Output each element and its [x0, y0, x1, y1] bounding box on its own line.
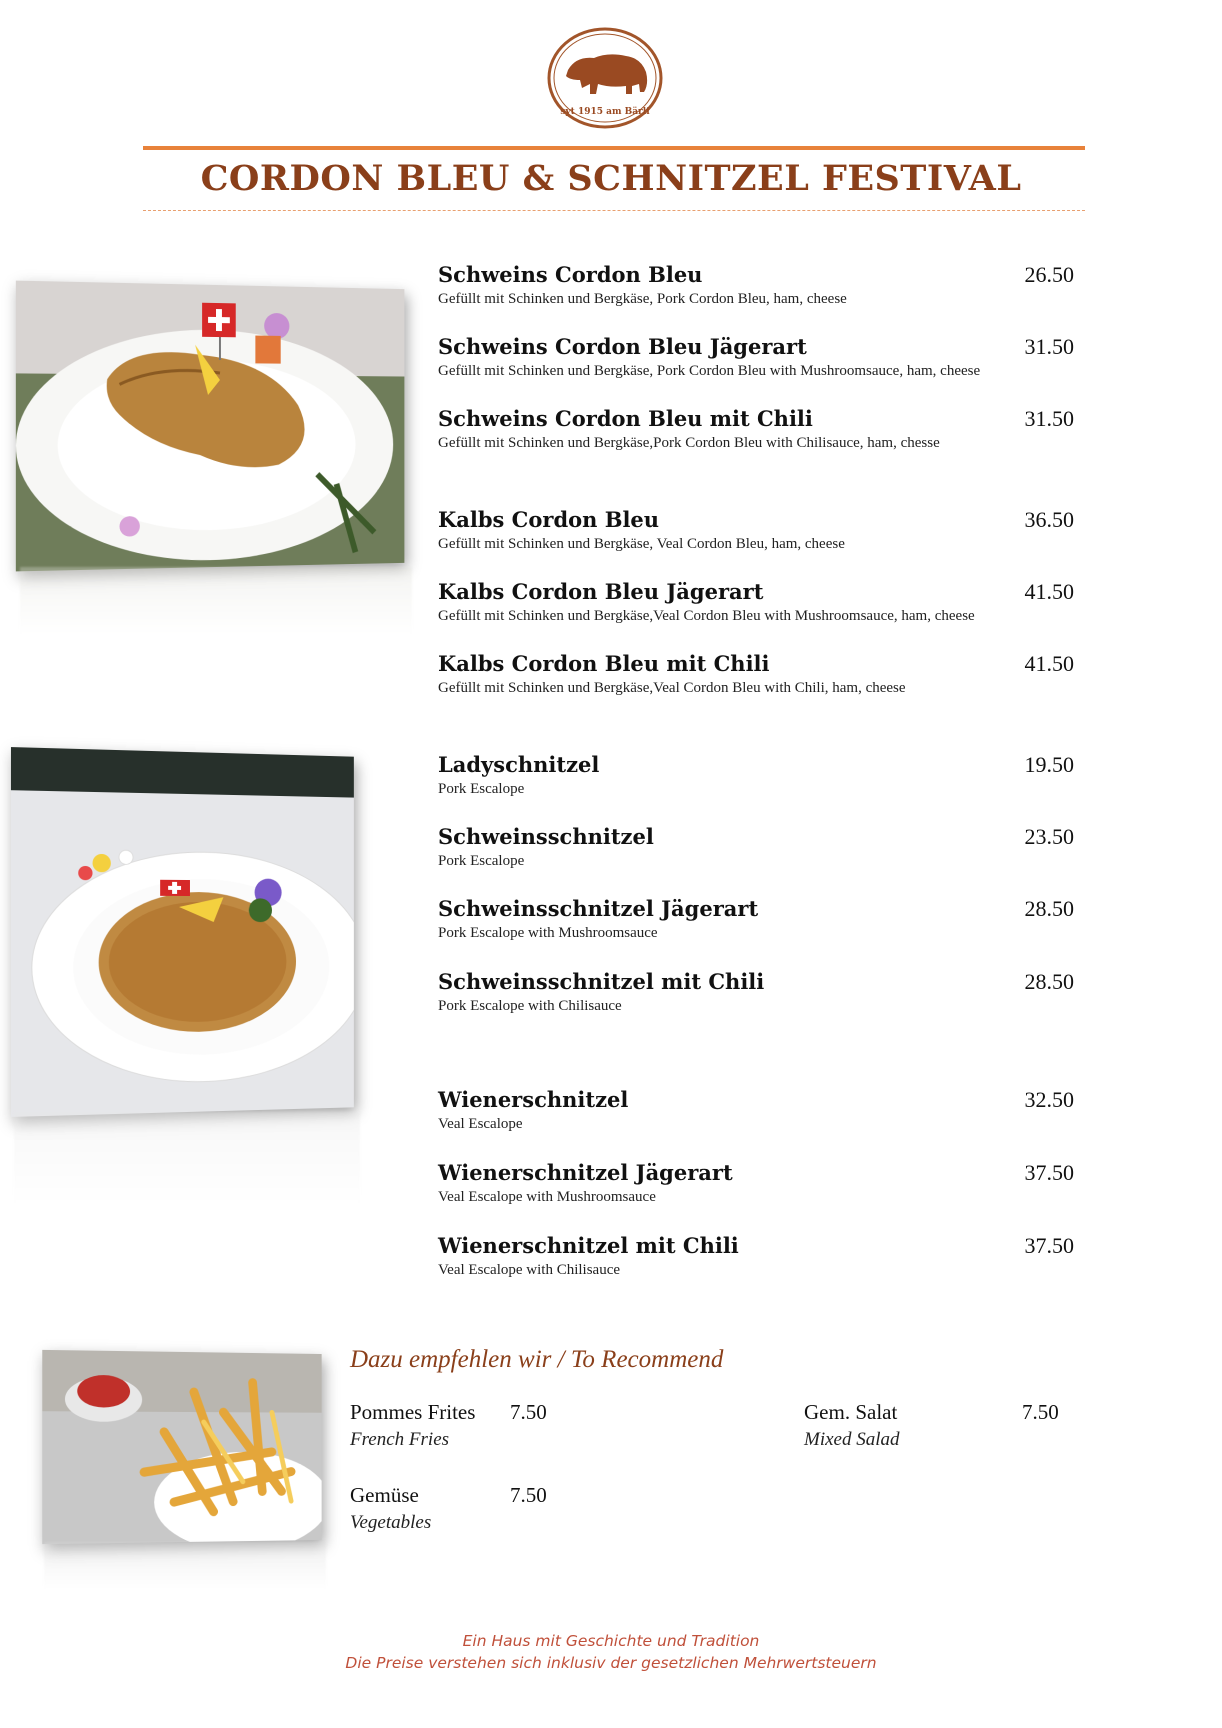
item-name: Wienerschnitzel	[438, 1087, 629, 1112]
menu-item	[438, 262, 1078, 308]
fries-reflection	[44, 1542, 326, 1598]
footer-line2: Die Preise verstehen sich inklusiv der gesetzlichen Mehrwertsteuern	[345, 1654, 877, 1672]
item-name: Wienerschnitzel mit Chili	[438, 1233, 739, 1258]
side-item	[350, 1400, 590, 1451]
menu-item	[438, 1233, 1078, 1279]
menu-item	[438, 752, 1078, 798]
item-price: 37.50	[1024, 1233, 1074, 1258]
item-desc: Pork Escalope	[438, 781, 525, 797]
fries-photo	[42, 1350, 321, 1544]
side-name: Pommes Frites	[350, 1400, 476, 1424]
item-desc: Veal Escalope	[438, 1116, 523, 1132]
side-item	[350, 1483, 590, 1534]
item-desc: Gefüllt mit Schinken und Bergkäse,Pork Cordon Bleu with Chilisauce, ham, chesse	[438, 435, 940, 451]
schnitzel-reflection	[14, 1112, 360, 1222]
item-price: 31.50	[1024, 406, 1074, 431]
menu-item	[438, 824, 1078, 870]
item-price: 28.50	[1024, 896, 1074, 921]
item-name: Schweinsschnitzel Jägerart	[438, 896, 759, 921]
item-name: Kalbs Cordon Bleu mit Chili	[438, 651, 770, 676]
item-name: Kalbs Cordon Bleu Jägerart	[438, 579, 764, 604]
item-desc: Veal Escalope with Mushroomsauce	[438, 1189, 656, 1205]
side-name: Gemüse	[350, 1483, 419, 1507]
menu-item	[438, 1087, 1078, 1133]
cordon-bleu-reflection	[20, 567, 412, 647]
item-desc: Gefüllt mit Schinken und Bergkäse, Veal Cordon Bleu, ham, cheese	[438, 536, 845, 552]
side-name: Gem. Salat	[804, 1400, 898, 1424]
item-name: Schweins Cordon Bleu mit Chili	[438, 406, 813, 431]
side-price: 7.50	[510, 1400, 547, 1424]
item-desc: Gefüllt mit Schinken und Bergkäse,Veal Cordon Bleu with Mushroomsauce, ham, cheese	[438, 608, 975, 624]
cordon-bleu-photo	[16, 281, 405, 572]
page-title: CORDON BLEU & SCHNITZEL FESTIVAL	[200, 158, 1022, 199]
side-item	[804, 1400, 1074, 1451]
bear-logo	[546, 26, 664, 130]
item-name: Schweinsschnitzel mit Chili	[438, 969, 765, 994]
menu-item	[438, 651, 1078, 697]
item-price: 26.50	[1024, 262, 1074, 287]
footer-line1: Ein Haus mit Geschichte und Tradition	[462, 1632, 760, 1650]
recommend-title: Dazu empfehlen wir / To Recommend	[350, 1346, 724, 1373]
menu-item	[438, 507, 1078, 553]
menu-item	[438, 969, 1078, 1015]
item-price: 36.50	[1024, 507, 1074, 532]
side-desc: Vegetables	[350, 1512, 432, 1533]
item-desc: Gefüllt mit Schinken und Bergkäse, Pork Cordon Bleu, ham, cheese	[438, 291, 847, 307]
item-desc: Gefüllt mit Schinken und Bergkäse,Veal Cordon Bleu with Chili, ham, cheese	[438, 680, 906, 696]
side-desc: French Fries	[350, 1429, 450, 1450]
item-desc: Pork Escalope	[438, 853, 525, 869]
dashed-rule	[143, 210, 1085, 211]
item-price: 31.50	[1024, 334, 1074, 359]
item-price: 19.50	[1024, 752, 1074, 777]
item-price: 37.50	[1024, 1160, 1074, 1185]
item-name: Wienerschnitzel Jägerart	[438, 1160, 733, 1185]
item-desc: Pork Escalope with Mushroomsauce	[438, 925, 658, 941]
item-name: Ladyschnitzel	[438, 752, 600, 777]
item-price: 28.50	[1024, 969, 1074, 994]
item-desc: Gefüllt mit Schinken und Bergkäse, Pork Cordon Bleu with Mushroomsauce, ham, cheese	[438, 363, 981, 379]
top-rule	[143, 146, 1085, 150]
item-desc: Veal Escalope with Chilisauce	[438, 1262, 621, 1278]
item-desc: Pork Escalope with Chilisauce	[438, 998, 622, 1014]
item-price: 41.50	[1024, 579, 1074, 604]
menu-item	[438, 896, 1078, 942]
menu-item	[438, 579, 1078, 625]
schnitzel-photo	[11, 747, 354, 1117]
menu-item	[438, 334, 1078, 380]
side-price: 7.50	[1022, 1400, 1059, 1424]
menu-item	[438, 1160, 1078, 1206]
logo-text: syt 1915 am Bärli	[560, 107, 650, 117]
side-price: 7.50	[510, 1483, 547, 1507]
item-name: Schweinsschnitzel	[438, 824, 654, 849]
item-name: Schweins Cordon Bleu Jägerart	[438, 334, 807, 359]
item-name: Schweins Cordon Bleu	[438, 262, 703, 287]
side-desc: Mixed Salad	[804, 1429, 900, 1450]
item-price: 32.50	[1024, 1087, 1074, 1112]
item-price: 41.50	[1024, 651, 1074, 676]
item-name: Kalbs Cordon Bleu	[438, 507, 660, 532]
item-price: 23.50	[1024, 824, 1074, 849]
menu-item	[438, 406, 1078, 452]
